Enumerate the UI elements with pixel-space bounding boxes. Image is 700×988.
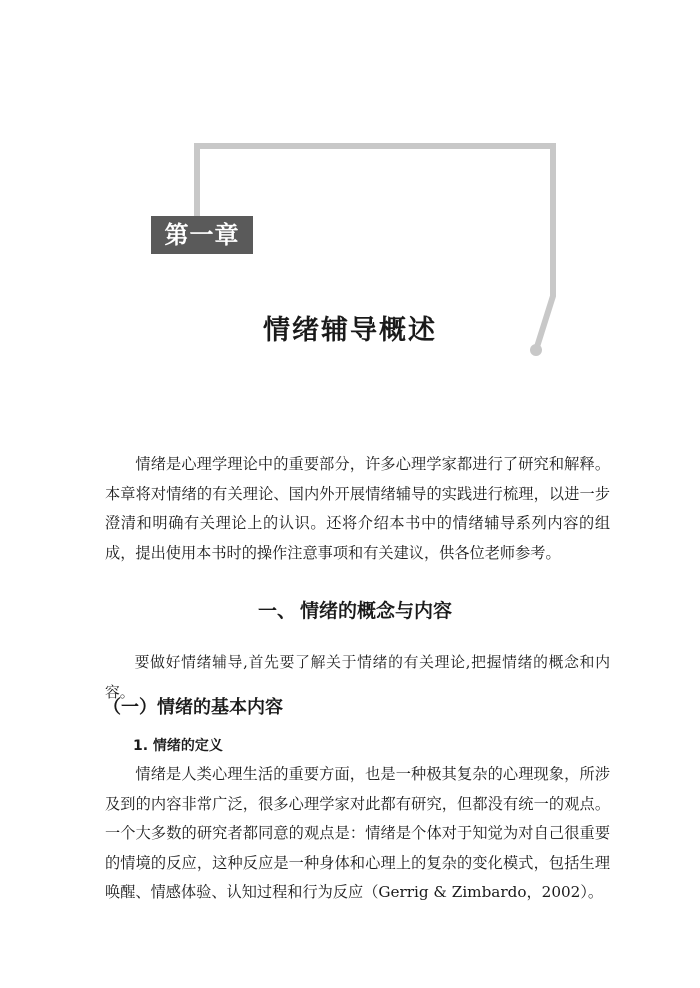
section-title: 情绪的概念与内容 xyxy=(300,600,453,622)
section-number: 一、 xyxy=(258,600,297,622)
chapter-label: 第一章 xyxy=(151,216,253,254)
body-paragraph: 情绪是人类心理生活的重要方面，也是一种极其复杂的心理现象，所涉及到的内容非常广泛，很多心理学家对此都有研究，但都没有统一的观点。一个大多数的研究者都同意的观点是：情绪是个体对于知觉为对自己很重要的情境的反应，这种反应是一种身体和心理上的复杂的变化模式，包括生理唤醒、情感体验、认知过程和行为反应（Gerrig & Zimbardo，2002）。 xyxy=(105,765,610,901)
subsubsection-heading: 1. 情绪的定义 xyxy=(133,738,223,754)
subsection-heading: （一）情绪的基本内容 xyxy=(103,697,283,718)
intro-paragraph: 情绪是心理学理论中的重要部分，许多心理学家都进行了研究和解释。本章将对情绪的有关理论、国内外开展情绪辅导的实践进行梳理，以进一步澄清和明确有关理论上的认识。还将介绍本书中的情绪辅导系列内容的组成，提出使用本书时的操作注意事项和有关建议，供各位老师参考。 xyxy=(105,455,610,562)
chapter-title: 情绪辅导概述 xyxy=(263,315,437,346)
section-lead-paragraph: 要做好情绪辅导,首先要了解关于情绪的有关理论,把握情绪的概念和内容。 xyxy=(105,654,610,701)
